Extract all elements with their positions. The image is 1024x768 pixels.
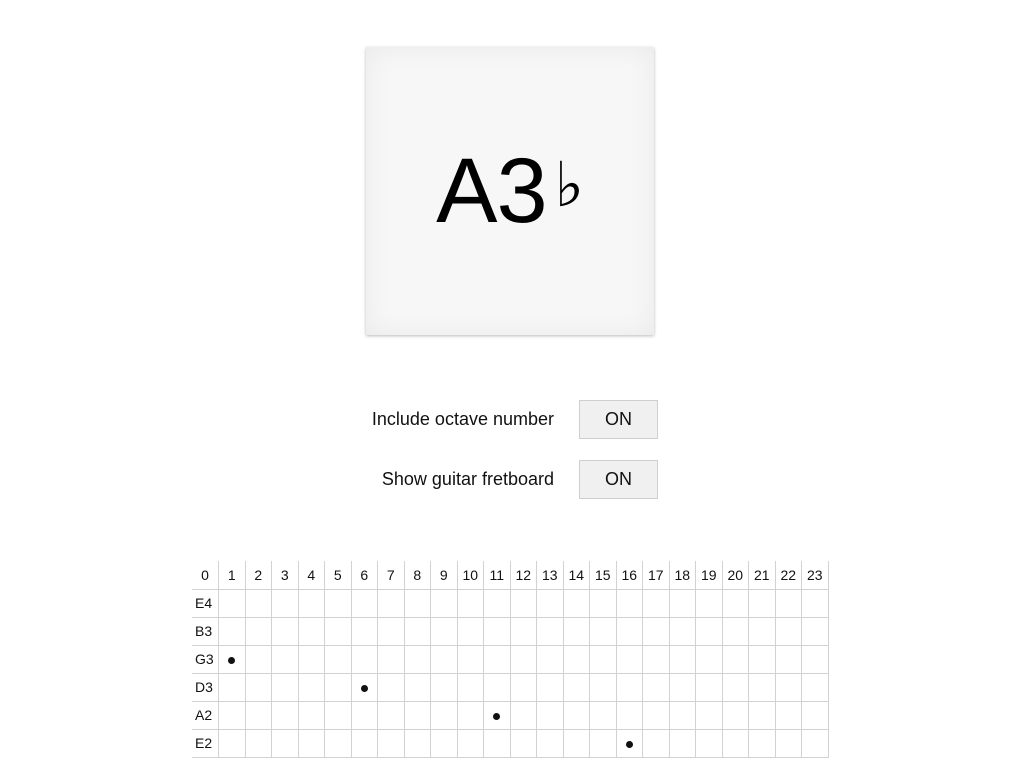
note-name: A3: [436, 140, 547, 242]
fret-cell: [696, 589, 723, 617]
fret-cell: [537, 673, 564, 701]
fret-cell: [590, 589, 617, 617]
string-label: E2: [192, 729, 219, 757]
fret-number-9: 9: [431, 561, 458, 589]
fret-cell: [510, 673, 537, 701]
fret-cell: [510, 617, 537, 645]
string-row-e4: [192, 589, 828, 617]
fret-cell: [749, 701, 776, 729]
fret-number-16: 16: [616, 561, 643, 589]
note-position-dot: [626, 741, 633, 748]
fret-cell: [616, 701, 643, 729]
fret-cell: [351, 729, 378, 757]
fret-cell: [669, 673, 696, 701]
fret-cell: [484, 701, 511, 729]
fret-cell: [802, 589, 829, 617]
fret-cell: [245, 617, 272, 645]
fret-cell: [298, 645, 325, 673]
fret-number-10: 10: [457, 561, 484, 589]
string-label: B3: [192, 617, 219, 645]
fret-cell: [775, 673, 802, 701]
fret-cell: [537, 701, 564, 729]
fret-cell: [696, 673, 723, 701]
fret-number-4: 4: [298, 561, 325, 589]
fret-number-8: 8: [404, 561, 431, 589]
fret-cell: [351, 701, 378, 729]
fretboard-toggle-label: Show guitar fretboard: [381, 469, 554, 489]
fretboard-toggle[interactable]: ON: [579, 460, 658, 499]
fret-cell: [643, 673, 670, 701]
fret-cell: [219, 673, 246, 701]
fret-cell: [802, 673, 829, 701]
fret-cell: [272, 729, 299, 757]
fret-cell: [404, 729, 431, 757]
string-row-b3: [192, 617, 828, 645]
fret-cell: [775, 589, 802, 617]
fret-cell: [510, 645, 537, 673]
fret-cell: [404, 645, 431, 673]
fret-cell: [696, 701, 723, 729]
fret-cell: [219, 645, 246, 673]
fret-number-23: 23: [802, 561, 829, 589]
fret-cell: [245, 729, 272, 757]
fret-cell: [378, 701, 405, 729]
fret-cell: [510, 701, 537, 729]
fret-cell: [537, 617, 564, 645]
fret-cell: [510, 729, 537, 757]
fret-cell: [219, 617, 246, 645]
fret-cell: [749, 729, 776, 757]
fret-cell: [325, 673, 352, 701]
note-position-dot: [228, 657, 235, 664]
string-row-d3: [192, 673, 828, 701]
fret-cell: [219, 701, 246, 729]
fret-cell: [325, 589, 352, 617]
fret-cell: [722, 701, 749, 729]
fret-cell: [431, 673, 458, 701]
fret-cell: [775, 617, 802, 645]
octave-number-label: Include octave number: [371, 409, 554, 429]
fret-number-1: 1: [219, 561, 246, 589]
fret-cell: [696, 729, 723, 757]
fret-cell: [749, 673, 776, 701]
string-row-e2: [192, 729, 828, 757]
fret-cell: [616, 729, 643, 757]
fret-cell: [457, 701, 484, 729]
fret-cell: [378, 729, 405, 757]
fret-cell: [802, 617, 829, 645]
fret-cell: [378, 645, 405, 673]
fret-cell: [643, 729, 670, 757]
fret-cell: [590, 645, 617, 673]
fret-cell: [457, 673, 484, 701]
fret-cell: [431, 589, 458, 617]
fret-cell: [351, 589, 378, 617]
fret-cell: [457, 617, 484, 645]
fret-cell: [219, 589, 246, 617]
fret-cell: [563, 645, 590, 673]
fret-cell: [722, 729, 749, 757]
fret-cell: [722, 645, 749, 673]
fret-cell: [298, 729, 325, 757]
fret-cell: [325, 701, 352, 729]
fret-cell: [484, 617, 511, 645]
string-row-a2: [192, 701, 828, 729]
fret-number-12: 12: [510, 561, 537, 589]
fret-number-7: 7: [378, 561, 405, 589]
fret-cell: [378, 673, 405, 701]
fret-number-row: [192, 561, 828, 589]
fret-cell: [669, 589, 696, 617]
fret-cell: [802, 729, 829, 757]
fret-cell: [245, 701, 272, 729]
fret-cell: [616, 645, 643, 673]
fret-cell: [457, 729, 484, 757]
fret-number-20: 20: [722, 561, 749, 589]
fret-cell: [404, 701, 431, 729]
fret-cell: [669, 729, 696, 757]
fret-cell: [802, 645, 829, 673]
fret-cell: [563, 701, 590, 729]
string-label: G3: [192, 645, 219, 673]
fret-cell: [378, 617, 405, 645]
note-position-dot: [361, 685, 368, 692]
fret-cell: [590, 617, 617, 645]
fret-cell: [775, 701, 802, 729]
fret-cell: [245, 645, 272, 673]
fret-cell: [722, 617, 749, 645]
fret-cell: [669, 645, 696, 673]
fret-cell: [722, 673, 749, 701]
fret-cell: [616, 673, 643, 701]
fret-number-17: 17: [643, 561, 670, 589]
flat-accidental: ♭: [554, 148, 584, 221]
fret-cell: [272, 701, 299, 729]
octave-number-toggle[interactable]: ON: [579, 400, 658, 439]
fret-cell: [775, 645, 802, 673]
fret-cell: [431, 645, 458, 673]
fret-cell: [616, 589, 643, 617]
fret-cell: [298, 617, 325, 645]
fret-cell: [272, 673, 299, 701]
fret-cell: [325, 645, 352, 673]
fret-cell: [669, 617, 696, 645]
fret-cell: [351, 673, 378, 701]
fret-cell: [590, 701, 617, 729]
fret-cell: [272, 589, 299, 617]
fret-cell: [484, 729, 511, 757]
fret-cell: [802, 701, 829, 729]
fret-cell: [510, 589, 537, 617]
fret-number-11: 11: [484, 561, 511, 589]
fret-number-2: 2: [245, 561, 272, 589]
fret-cell: [404, 617, 431, 645]
fret-cell: [325, 729, 352, 757]
fret-cell: [272, 617, 299, 645]
string-label: E4: [192, 589, 219, 617]
fret-cell: [590, 673, 617, 701]
fret-cell: [749, 617, 776, 645]
fret-number-6: 6: [351, 561, 378, 589]
fret-number-21: 21: [749, 561, 776, 589]
fret-cell: [696, 617, 723, 645]
fret-cell: [219, 729, 246, 757]
fret-cell: [325, 617, 352, 645]
fret-number-5: 5: [325, 561, 352, 589]
fret-cell: [537, 589, 564, 617]
fret-cell: [722, 589, 749, 617]
fret-cell: [245, 673, 272, 701]
note-display: [366, 47, 654, 335]
fret-cell: [404, 589, 431, 617]
fret-cell: [378, 589, 405, 617]
fret-cell: [643, 589, 670, 617]
fret-cell: [696, 645, 723, 673]
guitar-fretboard: [192, 561, 829, 758]
string-row-g3: [192, 645, 828, 673]
fret-cell: [563, 589, 590, 617]
fret-cell: [616, 617, 643, 645]
string-label: A2: [192, 701, 219, 729]
note-position-dot: [493, 713, 500, 720]
fret-cell: [484, 673, 511, 701]
fret-cell: [351, 617, 378, 645]
fret-cell: [404, 673, 431, 701]
fret-number-15: 15: [590, 561, 617, 589]
fret-cell: [272, 645, 299, 673]
note-card: [366, 47, 654, 335]
fret-cell: [457, 645, 484, 673]
fret-cell: [643, 701, 670, 729]
fret-number-13: 13: [537, 561, 564, 589]
fret-number-14: 14: [563, 561, 590, 589]
fret-cell: [775, 729, 802, 757]
fret-number-19: 19: [696, 561, 723, 589]
fret-cell: [537, 645, 564, 673]
fret-number-22: 22: [775, 561, 802, 589]
fret-cell: [298, 589, 325, 617]
fret-cell: [484, 589, 511, 617]
fret-cell: [563, 617, 590, 645]
fret-cell: [245, 589, 272, 617]
fret-cell: [749, 589, 776, 617]
fret-cell: [457, 589, 484, 617]
fret-cell: [431, 617, 458, 645]
fret-cell: [563, 673, 590, 701]
fret-cell: [643, 617, 670, 645]
fret-number-18: 18: [669, 561, 696, 589]
fret-cell: [351, 645, 378, 673]
fret-cell: [749, 645, 776, 673]
fret-cell: [431, 729, 458, 757]
fret-cell: [484, 645, 511, 673]
fret-cell: [537, 729, 564, 757]
string-label: D3: [192, 673, 219, 701]
fret-cell: [590, 729, 617, 757]
fret-cell: [643, 645, 670, 673]
fret-number-3: 3: [272, 561, 299, 589]
fret-cell: [669, 701, 696, 729]
fret-cell: [298, 673, 325, 701]
fret-cell: [298, 701, 325, 729]
fret-number-0: 0: [192, 561, 219, 589]
fret-cell: [431, 701, 458, 729]
fret-cell: [563, 729, 590, 757]
